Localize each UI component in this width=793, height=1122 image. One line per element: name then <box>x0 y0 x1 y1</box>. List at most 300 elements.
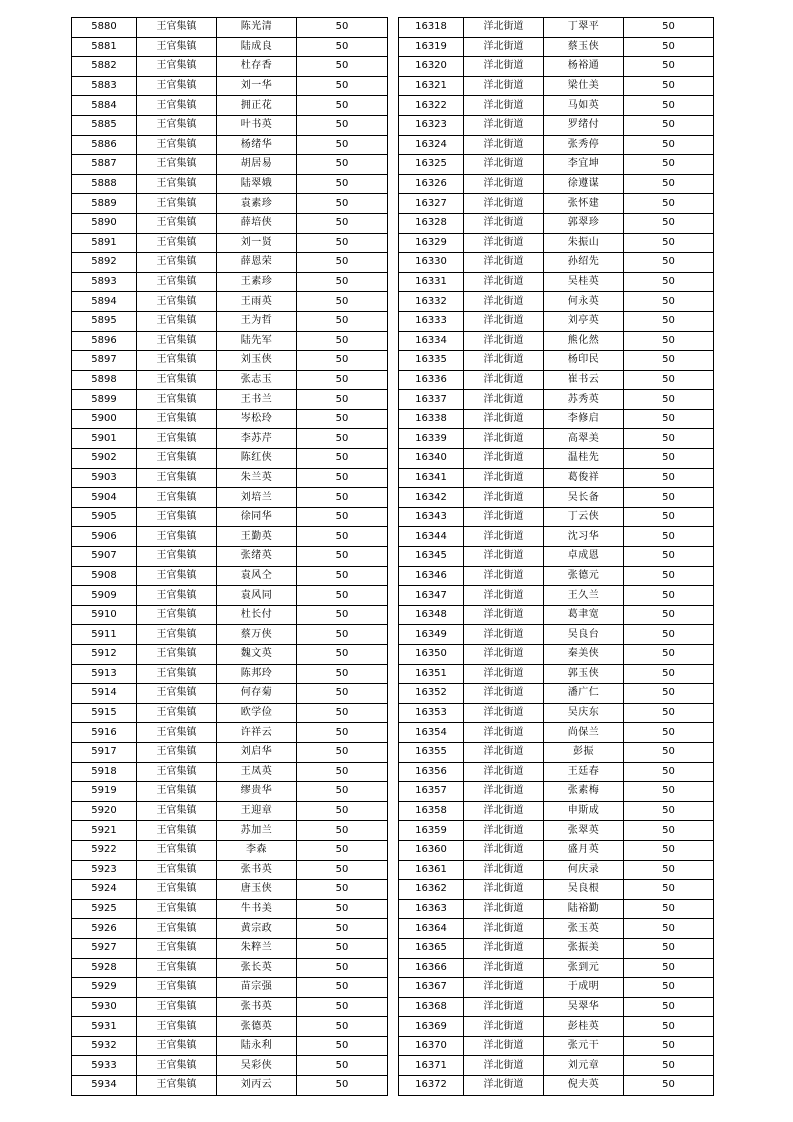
name-cell: 高翠美 <box>544 429 624 449</box>
serial-number-cell: 16369 <box>399 1017 464 1037</box>
serial-number-cell: 16364 <box>399 919 464 939</box>
township-cell: 洋北街道 <box>464 449 544 469</box>
amount-cell: 50 <box>624 997 714 1017</box>
table-row <box>72 468 388 488</box>
table-row <box>399 57 714 77</box>
name-cell: 吴桂英 <box>544 272 624 292</box>
township-cell: 王官集镇 <box>137 1036 217 1056</box>
table-row <box>72 115 388 135</box>
serial-number-cell: 16318 <box>399 18 464 38</box>
serial-number-cell: 16342 <box>399 488 464 508</box>
amount-cell: 50 <box>297 135 388 155</box>
table-row <box>72 821 388 841</box>
serial-number-cell: 16368 <box>399 997 464 1017</box>
amount-cell: 50 <box>297 664 388 684</box>
township-cell: 王官集镇 <box>137 57 217 77</box>
name-cell: 杨印民 <box>544 351 624 371</box>
table-row <box>399 488 714 508</box>
name-cell: 张玉英 <box>544 919 624 939</box>
name-cell: 苗宗强 <box>217 978 297 998</box>
table-row <box>399 76 714 96</box>
name-cell: 李宜坤 <box>544 155 624 175</box>
table-row <box>399 292 714 312</box>
amount-cell: 50 <box>297 194 388 214</box>
table-row <box>399 370 714 390</box>
name-cell: 陆成良 <box>217 37 297 57</box>
name-cell: 陆永利 <box>217 1036 297 1056</box>
amount-cell: 50 <box>297 370 388 390</box>
name-cell: 吴彩侠 <box>217 1056 297 1076</box>
serial-number-cell: 5883 <box>72 76 137 96</box>
table-row <box>72 684 388 704</box>
township-cell: 王官集镇 <box>137 586 217 606</box>
table-row <box>399 684 714 704</box>
table-row <box>399 1056 714 1076</box>
township-cell: 王官集镇 <box>137 155 217 175</box>
name-cell: 尚保兰 <box>544 723 624 743</box>
name-cell: 苏秀英 <box>544 390 624 410</box>
township-cell: 王官集镇 <box>137 507 217 527</box>
name-cell: 何存菊 <box>217 684 297 704</box>
amount-cell: 50 <box>624 723 714 743</box>
amount-cell: 50 <box>624 370 714 390</box>
amount-cell: 50 <box>624 155 714 175</box>
township-cell: 洋北街道 <box>464 664 544 684</box>
table-row <box>72 762 388 782</box>
table-row <box>399 96 714 116</box>
serial-number-cell: 16327 <box>399 194 464 214</box>
serial-number-cell: 5926 <box>72 919 137 939</box>
name-cell: 倪夫英 <box>544 1076 624 1096</box>
township-cell: 洋北街道 <box>464 938 544 958</box>
serial-number-cell: 16367 <box>399 978 464 998</box>
township-cell: 王官集镇 <box>137 292 217 312</box>
table-row <box>399 840 714 860</box>
serial-number-cell: 5892 <box>72 253 137 273</box>
amount-cell: 50 <box>297 429 388 449</box>
amount-cell: 50 <box>297 723 388 743</box>
serial-number-cell: 16330 <box>399 253 464 273</box>
name-cell: 孙绍先 <box>544 253 624 273</box>
township-cell: 洋北街道 <box>464 331 544 351</box>
serial-number-cell: 5910 <box>72 605 137 625</box>
serial-number-cell: 5890 <box>72 213 137 233</box>
name-cell: 张志玉 <box>217 370 297 390</box>
township-cell: 王官集镇 <box>137 821 217 841</box>
table-row <box>399 1017 714 1037</box>
amount-cell: 50 <box>297 586 388 606</box>
table-row <box>72 311 388 331</box>
township-cell: 洋北街道 <box>464 625 544 645</box>
township-cell: 王官集镇 <box>137 488 217 508</box>
name-cell: 王为哲 <box>217 311 297 331</box>
serial-number-cell: 5904 <box>72 488 137 508</box>
township-cell: 洋北街道 <box>464 821 544 841</box>
serial-number-cell: 16321 <box>399 76 464 96</box>
name-cell: 杨绪华 <box>217 135 297 155</box>
serial-number-cell: 5905 <box>72 507 137 527</box>
amount-cell: 50 <box>297 57 388 77</box>
township-cell: 洋北街道 <box>464 997 544 1017</box>
amount-cell: 50 <box>297 311 388 331</box>
amount-cell: 50 <box>297 253 388 273</box>
township-cell: 洋北街道 <box>464 174 544 194</box>
name-cell: 申斯成 <box>544 801 624 821</box>
amount-cell: 50 <box>624 801 714 821</box>
serial-number-cell: 16365 <box>399 938 464 958</box>
name-cell: 张素梅 <box>544 782 624 802</box>
serial-number-cell: 5903 <box>72 468 137 488</box>
amount-cell: 50 <box>624 684 714 704</box>
serial-number-cell: 5880 <box>72 18 137 38</box>
amount-cell: 50 <box>624 919 714 939</box>
township-cell: 洋北街道 <box>464 155 544 175</box>
amount-cell: 50 <box>297 292 388 312</box>
serial-number-cell: 5900 <box>72 409 137 429</box>
serial-number-cell: 16336 <box>399 370 464 390</box>
amount-cell: 50 <box>297 919 388 939</box>
amount-cell: 50 <box>624 351 714 371</box>
township-cell: 洋北街道 <box>464 253 544 273</box>
serial-number-cell: 16328 <box>399 213 464 233</box>
serial-number-cell: 5924 <box>72 880 137 900</box>
township-cell: 洋北街道 <box>464 527 544 547</box>
right-roster-table <box>398 17 714 1096</box>
name-cell: 潘广仁 <box>544 684 624 704</box>
serial-number-cell: 16370 <box>399 1036 464 1056</box>
amount-cell: 50 <box>624 174 714 194</box>
name-cell: 缪贵华 <box>217 782 297 802</box>
township-cell: 王官集镇 <box>137 115 217 135</box>
name-cell: 胡居易 <box>217 155 297 175</box>
township-cell: 洋北街道 <box>464 292 544 312</box>
amount-cell: 50 <box>297 1036 388 1056</box>
table-row <box>399 645 714 665</box>
amount-cell: 50 <box>624 664 714 684</box>
amount-cell: 50 <box>624 488 714 508</box>
serial-number-cell: 16357 <box>399 782 464 802</box>
serial-number-cell: 5917 <box>72 742 137 762</box>
amount-cell: 50 <box>624 958 714 978</box>
serial-number-cell: 16347 <box>399 586 464 606</box>
amount-cell: 50 <box>624 1076 714 1096</box>
serial-number-cell: 16338 <box>399 409 464 429</box>
amount-cell: 50 <box>624 762 714 782</box>
amount-cell: 50 <box>624 57 714 77</box>
left-roster-body <box>72 18 388 1096</box>
township-cell: 洋北街道 <box>464 801 544 821</box>
table-row <box>72 919 388 939</box>
township-cell: 王官集镇 <box>137 96 217 116</box>
township-cell: 王官集镇 <box>137 684 217 704</box>
name-cell: 蔡万侠 <box>217 625 297 645</box>
serial-number-cell: 5887 <box>72 155 137 175</box>
serial-number-cell: 5884 <box>72 96 137 116</box>
amount-cell: 50 <box>297 37 388 57</box>
township-cell: 洋北街道 <box>464 76 544 96</box>
township-cell: 王官集镇 <box>137 213 217 233</box>
name-cell: 王雨英 <box>217 292 297 312</box>
amount-cell: 50 <box>297 978 388 998</box>
serial-number-cell: 16352 <box>399 684 464 704</box>
name-cell: 张书英 <box>217 860 297 880</box>
name-cell: 刘启华 <box>217 742 297 762</box>
table-row <box>399 115 714 135</box>
serial-number-cell: 16350 <box>399 645 464 665</box>
name-cell: 张翠英 <box>544 821 624 841</box>
table-row <box>399 429 714 449</box>
township-cell: 王官集镇 <box>137 1076 217 1096</box>
name-cell: 袁素珍 <box>217 194 297 214</box>
name-cell: 张秀停 <box>544 135 624 155</box>
township-cell: 王官集镇 <box>137 958 217 978</box>
township-cell: 王官集镇 <box>137 76 217 96</box>
name-cell: 吴长备 <box>544 488 624 508</box>
township-cell: 王官集镇 <box>137 135 217 155</box>
township-cell: 洋北街道 <box>464 429 544 449</box>
serial-number-cell: 5913 <box>72 664 137 684</box>
table-row <box>72 840 388 860</box>
name-cell: 陆先军 <box>217 331 297 351</box>
amount-cell: 50 <box>297 782 388 802</box>
amount-cell: 50 <box>297 507 388 527</box>
amount-cell: 50 <box>624 703 714 723</box>
township-cell: 洋北街道 <box>464 370 544 390</box>
amount-cell: 50 <box>297 96 388 116</box>
amount-cell: 50 <box>624 938 714 958</box>
table-row <box>72 135 388 155</box>
table-row <box>399 703 714 723</box>
amount-cell: 50 <box>297 645 388 665</box>
township-cell: 王官集镇 <box>137 174 217 194</box>
name-cell: 温桂先 <box>544 449 624 469</box>
serial-number-cell: 5923 <box>72 860 137 880</box>
amount-cell: 50 <box>297 801 388 821</box>
table-row <box>72 880 388 900</box>
serial-number-cell: 16325 <box>399 155 464 175</box>
name-cell: 张长英 <box>217 958 297 978</box>
serial-number-cell: 5888 <box>72 174 137 194</box>
amount-cell: 50 <box>297 115 388 135</box>
serial-number-cell: 5882 <box>72 57 137 77</box>
serial-number-cell: 5906 <box>72 527 137 547</box>
table-row <box>399 860 714 880</box>
table-row <box>399 174 714 194</box>
amount-cell: 50 <box>297 840 388 860</box>
table-row <box>399 1076 714 1096</box>
name-cell: 袁风仝 <box>217 566 297 586</box>
serial-number-cell: 5931 <box>72 1017 137 1037</box>
township-cell: 王官集镇 <box>137 449 217 469</box>
amount-cell: 50 <box>297 468 388 488</box>
name-cell: 刘丙云 <box>217 1076 297 1096</box>
name-cell: 唐玉侠 <box>217 880 297 900</box>
township-cell: 洋北街道 <box>464 115 544 135</box>
serial-number-cell: 5902 <box>72 449 137 469</box>
serial-number-cell: 5934 <box>72 1076 137 1096</box>
amount-cell: 50 <box>624 253 714 273</box>
table-row <box>72 938 388 958</box>
serial-number-cell: 5911 <box>72 625 137 645</box>
name-cell: 沈习华 <box>544 527 624 547</box>
name-cell: 刘亭英 <box>544 311 624 331</box>
name-cell: 丁翠平 <box>544 18 624 38</box>
left-roster-table <box>71 17 388 1096</box>
township-cell: 王官集镇 <box>137 723 217 743</box>
name-cell: 陈邦玲 <box>217 664 297 684</box>
table-row <box>399 527 714 547</box>
serial-number-cell: 16331 <box>399 272 464 292</box>
table-row <box>72 76 388 96</box>
serial-number-cell: 16366 <box>399 958 464 978</box>
name-cell: 朱振山 <box>544 233 624 253</box>
township-cell: 洋北街道 <box>464 723 544 743</box>
serial-number-cell: 5893 <box>72 272 137 292</box>
table-row <box>72 547 388 567</box>
table-row <box>72 429 388 449</box>
amount-cell: 50 <box>624 566 714 586</box>
name-cell: 袁风同 <box>217 586 297 606</box>
amount-cell: 50 <box>624 821 714 841</box>
name-cell: 王久兰 <box>544 586 624 606</box>
amount-cell: 50 <box>624 233 714 253</box>
serial-number-cell: 16329 <box>399 233 464 253</box>
table-row <box>399 801 714 821</box>
amount-cell: 50 <box>624 860 714 880</box>
serial-number-cell: 16356 <box>399 762 464 782</box>
table-row <box>72 860 388 880</box>
serial-number-cell: 5914 <box>72 684 137 704</box>
table-row <box>399 390 714 410</box>
table-row <box>72 958 388 978</box>
table-row <box>399 449 714 469</box>
name-cell: 蔡玉侠 <box>544 37 624 57</box>
township-cell: 王官集镇 <box>137 919 217 939</box>
name-cell: 王书兰 <box>217 390 297 410</box>
township-cell: 洋北街道 <box>464 919 544 939</box>
amount-cell: 50 <box>297 997 388 1017</box>
table-row <box>72 723 388 743</box>
township-cell: 王官集镇 <box>137 1056 217 1076</box>
serial-number-cell: 5899 <box>72 390 137 410</box>
amount-cell: 50 <box>297 762 388 782</box>
amount-cell: 50 <box>297 213 388 233</box>
township-cell: 洋北街道 <box>464 272 544 292</box>
table-row <box>399 958 714 978</box>
name-cell: 吴良台 <box>544 625 624 645</box>
township-cell: 王官集镇 <box>137 547 217 567</box>
amount-cell: 50 <box>624 292 714 312</box>
township-cell: 王官集镇 <box>137 625 217 645</box>
name-cell: 王廷春 <box>544 762 624 782</box>
serial-number-cell: 5894 <box>72 292 137 312</box>
serial-number-cell: 5933 <box>72 1056 137 1076</box>
serial-number-cell: 5909 <box>72 586 137 606</box>
amount-cell: 50 <box>297 174 388 194</box>
table-row <box>399 194 714 214</box>
township-cell: 王官集镇 <box>137 18 217 38</box>
table-row <box>399 1036 714 1056</box>
serial-number-cell: 5881 <box>72 37 137 57</box>
table-row <box>399 507 714 527</box>
name-cell: 何庆录 <box>544 860 624 880</box>
name-cell: 葛聿宽 <box>544 605 624 625</box>
amount-cell: 50 <box>297 488 388 508</box>
serial-number-cell: 16371 <box>399 1056 464 1076</box>
table-row <box>399 37 714 57</box>
table-row <box>399 938 714 958</box>
township-cell: 王官集镇 <box>137 978 217 998</box>
name-cell: 郭玉侠 <box>544 664 624 684</box>
name-cell: 徐同华 <box>217 507 297 527</box>
serial-number-cell: 5885 <box>72 115 137 135</box>
table-row <box>72 899 388 919</box>
serial-number-cell: 5932 <box>72 1036 137 1056</box>
amount-cell: 50 <box>624 880 714 900</box>
serial-number-cell: 16322 <box>399 96 464 116</box>
table-row <box>72 742 388 762</box>
table-row <box>399 253 714 273</box>
amount-cell: 50 <box>297 390 388 410</box>
serial-number-cell: 16326 <box>399 174 464 194</box>
serial-number-cell: 16335 <box>399 351 464 371</box>
table-row <box>399 409 714 429</box>
serial-number-cell: 16334 <box>399 331 464 351</box>
table-row <box>72 292 388 312</box>
table-row <box>72 370 388 390</box>
serial-number-cell: 16349 <box>399 625 464 645</box>
amount-cell: 50 <box>624 742 714 762</box>
name-cell: 何永英 <box>544 292 624 312</box>
amount-cell: 50 <box>297 547 388 567</box>
name-cell: 张德英 <box>217 1017 297 1037</box>
amount-cell: 50 <box>624 213 714 233</box>
serial-number-cell: 5898 <box>72 370 137 390</box>
table-row <box>399 213 714 233</box>
township-cell: 洋北街道 <box>464 978 544 998</box>
serial-number-cell: 16346 <box>399 566 464 586</box>
serial-number-cell: 5925 <box>72 899 137 919</box>
name-cell: 刘玉侠 <box>217 351 297 371</box>
amount-cell: 50 <box>624 978 714 998</box>
serial-number-cell: 5919 <box>72 782 137 802</box>
serial-number-cell: 16340 <box>399 449 464 469</box>
table-row <box>399 566 714 586</box>
township-cell: 王官集镇 <box>137 566 217 586</box>
township-cell: 王官集镇 <box>137 1017 217 1037</box>
amount-cell: 50 <box>297 625 388 645</box>
table-row <box>72 18 388 38</box>
serial-number-cell: 16333 <box>399 311 464 331</box>
amount-cell: 50 <box>297 409 388 429</box>
name-cell: 于成明 <box>544 978 624 998</box>
table-row <box>72 57 388 77</box>
amount-cell: 50 <box>624 96 714 116</box>
township-cell: 洋北街道 <box>464 605 544 625</box>
serial-number-cell: 5901 <box>72 429 137 449</box>
table-row <box>72 390 388 410</box>
table-row <box>72 213 388 233</box>
name-cell: 张绪英 <box>217 547 297 567</box>
amount-cell: 50 <box>624 547 714 567</box>
township-cell: 洋北街道 <box>464 213 544 233</box>
serial-number-cell: 5891 <box>72 233 137 253</box>
right-roster-body <box>399 18 714 1096</box>
amount-cell: 50 <box>297 233 388 253</box>
name-cell: 秦美侠 <box>544 645 624 665</box>
township-cell: 洋北街道 <box>464 860 544 880</box>
table-row <box>399 586 714 606</box>
